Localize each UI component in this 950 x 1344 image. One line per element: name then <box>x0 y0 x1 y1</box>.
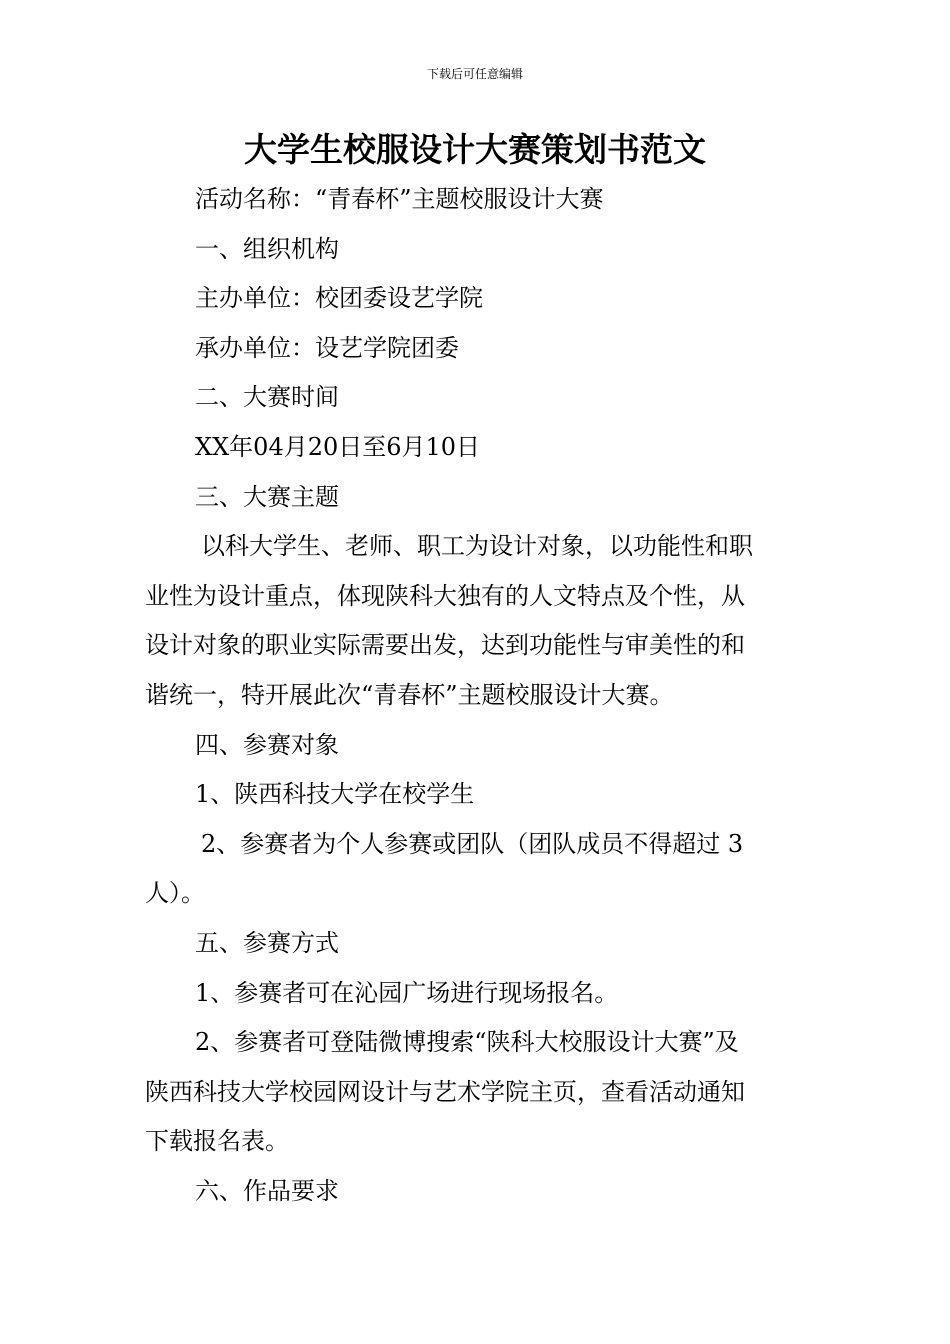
section-heading-participants: 四、参赛对象 <box>195 730 339 759</box>
section-heading-requirements: 六、作品要求 <box>195 1176 339 1205</box>
method-item-2-continued: 陕西科技大学校园网设计与艺术学院主页，查看活动通知 <box>145 1077 745 1106</box>
theme-paragraph-line: 设计对象的职业实际需要出发，达到功能性与审美性的和 <box>145 631 745 660</box>
organizer-unit-line: 承办单位：设艺学院团委 <box>195 333 459 362</box>
section-heading-organization: 一、组织机构 <box>195 234 339 263</box>
contest-date-line: XX年04月20日至6月10日 <box>195 432 481 461</box>
theme-paragraph-line: 业性为设计重点，体现陕科大独有的人文特点及个性，从 <box>145 581 745 610</box>
section-heading-theme: 三、大赛主题 <box>195 482 339 511</box>
participant-item-1: 1、陕西科技大学在校学生 <box>195 780 475 809</box>
host-unit-line: 主办单位：校团委设艺学院 <box>195 284 483 313</box>
method-item-1: 1、参赛者可在沁园广场进行现场报名。 <box>195 978 619 1007</box>
header-note: 下载后可任意编辑 <box>426 67 523 81</box>
document-body <box>145 175 810 1216</box>
activity-name-line: 活动名称：“青春杯”主题校服设计大赛 <box>195 185 604 213</box>
participant-item-2: 2、参赛者为个人参赛或团队（团队成员不得超过 3 <box>201 829 744 858</box>
section-heading-time: 二、大赛时间 <box>195 383 339 412</box>
method-item-2: 2、参赛者可登陆微博搜索“陕科大校服设计大赛”及 <box>195 1028 739 1057</box>
participant-item-2-continued: 人）。 <box>145 879 205 908</box>
theme-paragraph-line: 谐统一，特开展此次“青春杯”主题校服设计大赛。 <box>145 680 674 709</box>
method-item-2-continued: 下载报名表。 <box>145 1127 289 1156</box>
theme-paragraph-line: 以科大学生、老师、职工为设计对象，以功能性和职 <box>201 532 753 561</box>
document-title: 大学生校服设计大赛策划书范文 <box>244 130 706 169</box>
section-heading-method: 五、参赛方式 <box>195 928 339 957</box>
